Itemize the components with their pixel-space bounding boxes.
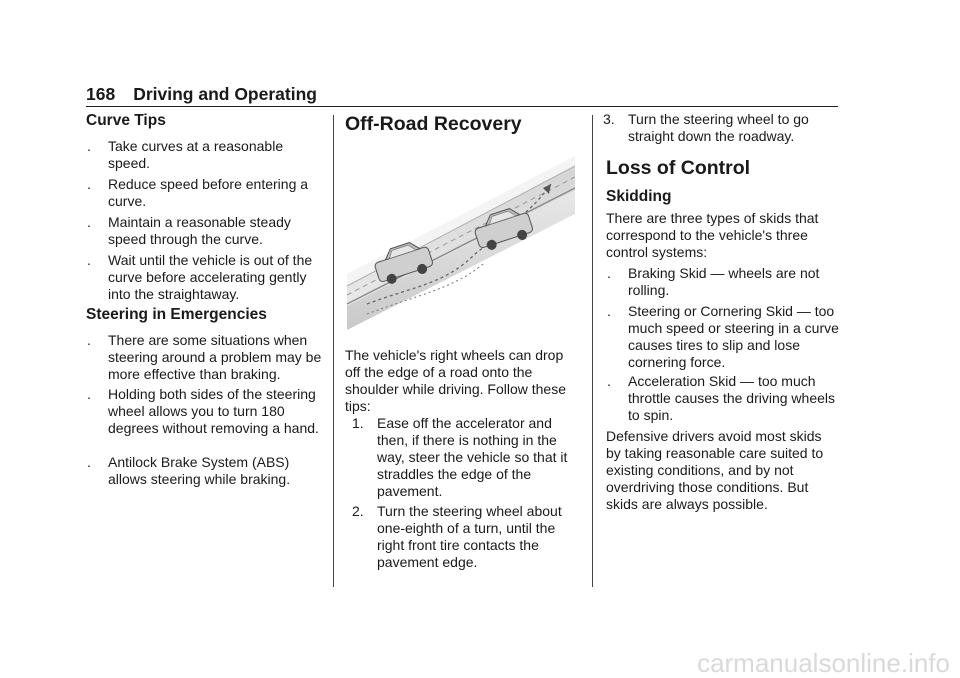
bullet-text: Holding both sides of the steering wheel allows you to turn 180 degrees without removing a hand.: [108, 386, 319, 436]
bullet-mark: .: [87, 332, 91, 348]
bullet-mark: .: [87, 176, 91, 192]
numbered-step: [345, 503, 577, 571]
numbered-step: [596, 111, 840, 145]
step-text: Turn the steering wheel about one-eighth of a turn, until the right front tire contacts the pavement edge.: [377, 503, 562, 570]
page-header: [86, 84, 838, 107]
watermark-text: carmanualsonline.info: [697, 650, 950, 678]
bullet-mark: .: [607, 373, 611, 389]
bullet-text: Take curves at a reasonable speed.: [108, 138, 284, 171]
bullet-item: [606, 303, 840, 371]
curve-tips-heading: Curve Tips: [86, 112, 166, 129]
bullet-mark: .: [87, 386, 91, 402]
bullet-item: [606, 265, 840, 299]
skidding-heading: Skidding: [606, 188, 672, 205]
page-number: 168: [86, 84, 116, 104]
bullet-item: [606, 373, 840, 424]
bullet-text: Steering or Cornering Skid — too much speed or steering in a curve causes tires to slip and lose cornering force.: [628, 303, 839, 370]
steering-emergencies-heading: Steering in Emergencies: [86, 306, 267, 323]
column-divider: [592, 115, 593, 587]
section-title: Driving and Operating: [133, 84, 317, 104]
numbered-step: [345, 415, 577, 500]
bullet-mark: .: [87, 454, 91, 470]
bullet-item: [86, 252, 322, 303]
loss-of-control-heading: Loss of Control: [606, 157, 751, 179]
bullet-item: [86, 138, 322, 172]
step-number: 3.: [603, 111, 615, 127]
bullet-text: Antilock Brake System (ABS) allows steering while braking.: [108, 454, 291, 487]
bullet-item: [86, 386, 322, 437]
bullet-item: [86, 454, 322, 488]
bullet-text: There are some situations when steering around a problem may be more effective than braking.: [108, 332, 322, 382]
skidding-intro: There are three types of skids that correspond to the vehicle's three control systems:: [606, 210, 819, 260]
bullet-text: Maintain a reasonable steady speed through the curve.: [108, 214, 291, 247]
bullet-text: Wait until the vehicle is out of the curve before accelerating gently into the straightaway.: [108, 252, 313, 302]
off-road-recovery-illustration: [345, 154, 577, 330]
bullet-item: [86, 214, 322, 248]
bullet-mark: .: [87, 252, 91, 268]
column-divider: [333, 115, 334, 587]
skidding-closing: Defensive drivers avoid most skids by taking reasonable care suited to existing conditions, and by not overdriving those conditions. But skids are always possible.: [606, 428, 824, 512]
step-number: 2.: [352, 503, 364, 519]
bullet-mark: .: [87, 138, 91, 154]
bullet-text: Reduce speed before entering a curve.: [108, 176, 309, 209]
bullet-mark: .: [607, 265, 611, 281]
bullet-text: Acceleration Skid — too much throttle causes the driving wheels to spin.: [628, 373, 835, 423]
off-road-recovery-heading: Off-Road Recovery: [345, 113, 522, 135]
bullet-mark: .: [607, 303, 611, 319]
bullet-item: [86, 176, 322, 210]
bullet-item: [86, 332, 322, 383]
step-text: Ease off the accelerator and then, if there is nothing in the way, steer the vehicle so that it straddles the edge of the pavement.: [377, 415, 568, 499]
step-number: 1.: [352, 415, 364, 431]
watermark-logo: [540, 650, 960, 678]
off-road-intro: The vehicle's right wheels can drop off the edge of a road onto the shoulder while driving. Follow these tips:: [345, 347, 566, 414]
step-text: Turn the steering wheel to go straight down the roadway.: [628, 111, 809, 144]
bullet-mark: .: [87, 214, 91, 230]
bullet-text: Braking Skid — wheels are not rolling.: [628, 265, 820, 298]
